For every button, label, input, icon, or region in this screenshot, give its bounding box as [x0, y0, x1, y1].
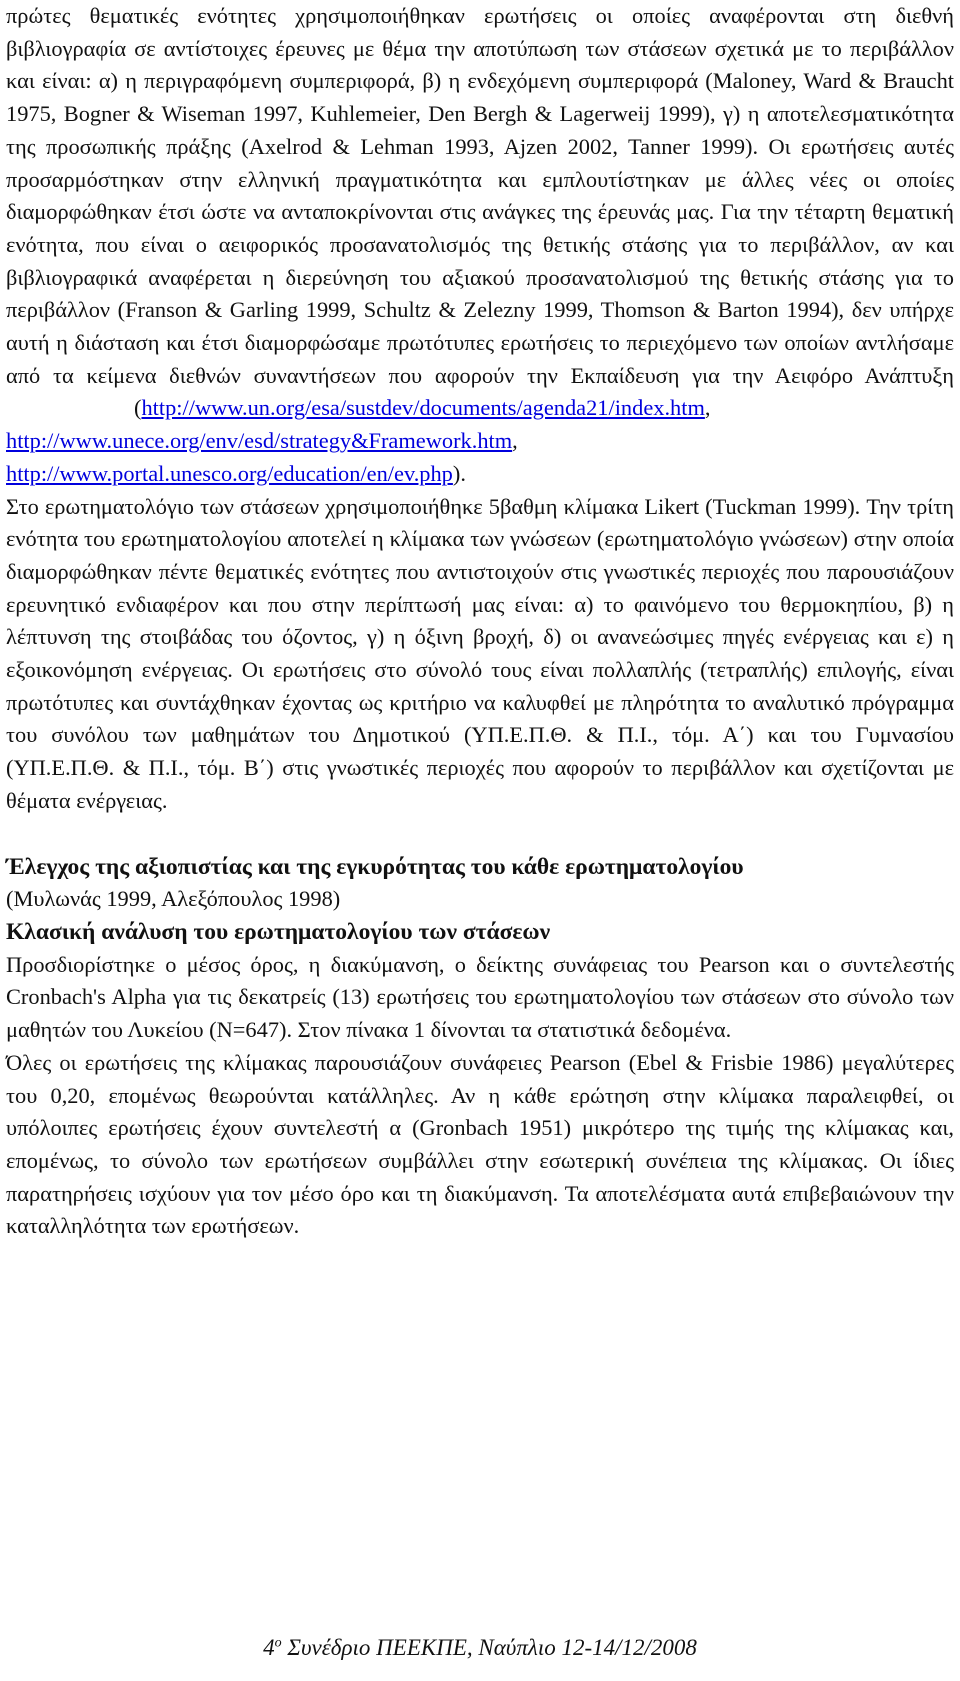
- link-unece-strategy[interactable]: http://www.unece.org/env/esd/strategy&Framework.htm: [6, 428, 513, 454]
- paragraph-results: Όλες οι ερωτήσεις της κλίμακας παρουσιάζουν συνάφειες Pearson (Ebel & Frisbie 1986) μεγαλύτερες του 0,20, επομένως θεωρούνται κατάλληλες. Αν η κάθε ερώτηση στην κλίμακα παραλειφθεί, οι υπόλοιπες ερωτήσεις έχουν συντελεστή α (Gronbach 1951) μικρότερο της τιμής της κλίμακας και, επομένως, το σύνολο των ερωτήσεων συμβάλλει στην εσωτερική συνέπεια της κλίμακας. Οι ίδιες παρατηρήσεις ισχύουν για τον μέσο όρο και τη διακύμανση. Τα αποτελέσματα αυτά επιβεβαιώνουν την καταλληλότητα των ερωτήσεων.: [6, 1049, 954, 1239]
- section-spacer: [6, 818, 954, 851]
- heading-citation: (Μυλωνάς 1999, Αλεξόπουλος 1998): [6, 886, 341, 912]
- section-heading-reliability: Έλεγχος της αξιοπιστίας και της εγκυρότητας του κάθε ερωτηματολογίου: [6, 853, 744, 880]
- link-agenda21[interactable]: http://www.un.org/esa/sustdev/documents/agenda21/index.htm: [141, 395, 705, 421]
- url-line-unece: [6, 425, 954, 458]
- document-page: [6, 0, 954, 1243]
- paragraph-statistics: Προσδιορίστηκε ο μέσος όρος, η διακύμανση, ο δείκτης συνάφειας του Pearson και ο συντελεστής Cronbach's Alpha για τις δεκατρείς (13) ερωτήσεις του ερωτηματολογίου των στάσεων στο σύνολο των μαθητών του Λυκείου (Ν=647). Στον πίνακα 1 δίνονται τα στατιστικά δεδομένα.: [6, 951, 954, 1043]
- paragraph-questionnaire: Στο ερωτηματολόγιο των στάσεων χρησιμοποιήθηκε 5βαθμη κλίμακα Likert (Tuckman 1999). Την τρίτη ενότητα του ερωτηματολογίου αποτελεί η κλίμακα των γνώσεων (ερωτηματολόγιο γνώσεων) στην οποία διαμορφώθηκαν πέντε θεματικές ενότητες που αντιστοιχούν στις γνωστικές περιοχές που παρουσιάζουν ερευνητικό ενδιαφέρον και που στην περίπτωσή μας είναι: α) το φαινόμενο του θερμοκηπίου, β) η λέπτυνση της στοιβάδας του όζοντος, γ) η όξινη βροχή, δ) οι ανανεώσιμες πηγές ενέργειας και ε) η εξοικονόμηση ενέργειας. Οι ερωτήσεις στο σύνολό τους είναι πολλαπλής (τετραπλής) επιλογής, είναι πρωτότυπες και συντάχθηκαν έχοντας ως κριτήριο να καλυφθεί με πληρότητα το αναλυτικό πρόγραμμα του συνόλου των μαθημάτων του Δημοτικού (ΥΠ.Ε.Π.Θ. & Π.Ι., τόμ. Α΄) και του Γυμνασίου (ΥΠ.Ε.Π.Θ. & Π.Ι., τόμ. Β΄) στις γνωστικές περιοχές που αφορούν το περιβάλλον και σχετίζονται με θέματα ενέργειας.: [6, 493, 954, 813]
- page-footer: [0, 1633, 960, 1663]
- separator-comma-1: ,: [704, 395, 711, 421]
- footer-superscript: ο: [274, 1635, 282, 1651]
- paragraph-methodology-text: πρώτες θεματικές ενότητες χρησιμοποιήθηκαν ερωτήσεις οι οποίες αναφέρονται στη διεθνή βιβλιογραφία σε αντίστοιχες έρευνες με θέμα την αποτύπωση των στάσεων σχετικά με το περιβάλλον και είναι: α) η περιγραφόμενη συμπεριφορά, β) η ενδεχόμενη συμπεριφορά (Maloney, Ward & Braucht 1975, Bogner & Wiseman 1997, Kuhlemeier, Den Bergh & Lagerweij 1999), γ) η αποτελεσματικότητα της προσωπικής πράξης (Axelrod & Lehman 1993, Ajzen 2002, Tanner 1999). Οι ερωτήσεις αυτές προσαρμόστηκαν στην ελληνική πραγματικότητα και εμπλουτίστηκαν με άλλες νέες οι οποίες διαμορφώθηκαν έτσι ώστε να ανταποκρίνονται στις ανάγκες της έρευνάς μας. Για την τέταρτη θεματική ενότητα, που είναι ο αειφορικός προσανατολισμός της θετικής στάσης για το περιβάλλον, αν και βιβλιογραφικά αναφέρεται η διερεύνηση του αξιακού προσανατολισμού της θετικής στάσης για το περιβάλλον (Franson & Garling 1999, Schultz & Zelezny 1999, Thomson & Barton 1994), δεν υπήρχε αυτή η διάσταση και έτσι διαμορφώσαμε πρωτότυπες ερωτήσεις το περιεχόμενο των οποίων αντλήσαμε από τα κείμενα διεθνών συναντήσεων που αφορούν την Εκπαίδευση για την Αειφόρο: [6, 3, 954, 388]
- footer-text: Συνέδριο ΠΕΕΚΠΕ, Ναύπλιο 12-14/12/2008: [281, 1635, 697, 1660]
- open-paren: (: [134, 395, 142, 421]
- subsection-heading-classic-analysis: Κλασική ανάλυση του ερωτηματολογίου των στάσεων: [6, 918, 551, 945]
- closing-punctuation: ).: [452, 460, 466, 486]
- separator-comma-2: ,: [512, 428, 518, 454]
- word-anaptyxi: Ανάπτυξη: [864, 362, 954, 388]
- paragraph-methodology: [6, 0, 954, 491]
- footer-number: 4: [263, 1635, 275, 1660]
- link-unesco-portal[interactable]: http://www.portal.unesco.org/education/en/ev.php: [6, 460, 453, 486]
- section-heading-reliability-block: [6, 851, 954, 916]
- url-line-unesco: [6, 458, 954, 491]
